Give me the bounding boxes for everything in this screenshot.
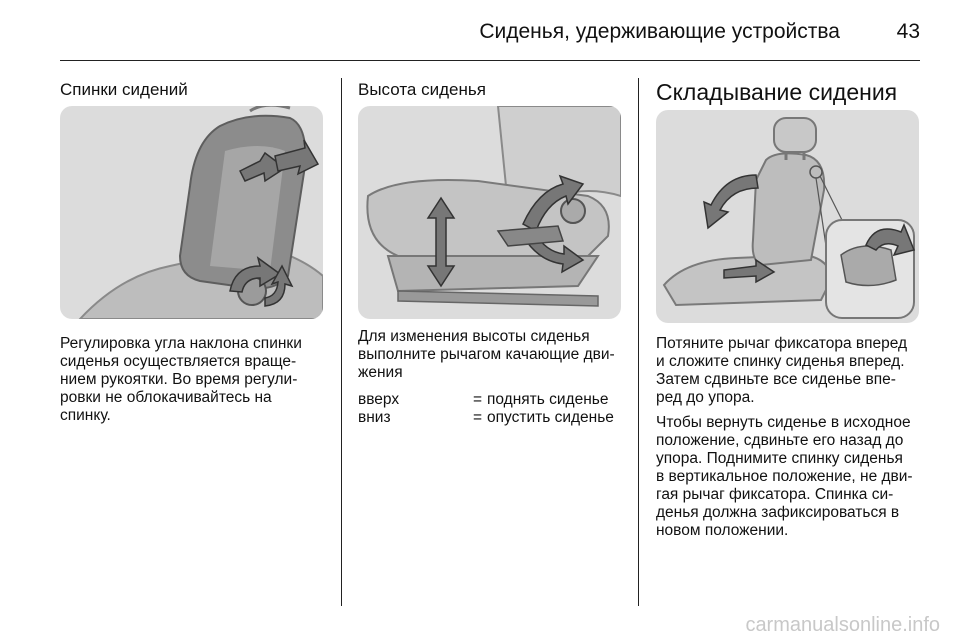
seat-height-description: Для изменения высоты сиденья выполните рычагом качающие дви- жения (358, 328, 615, 381)
heading-seat-folding: Складывание сидения (656, 79, 898, 105)
table-row (358, 409, 614, 427)
seat-folding-description-2: Чтобы вернуть сиденье в исходное положение, сдвиньте его назад до упора. Поднимите спинку сиденья в вертикальное положение, не дви- гая рычаг фиксатора. Спинка си- денья должна зафиксироваться в новом положении. (656, 414, 913, 539)
header-title: Сиденья, удерживающие устройства (479, 20, 840, 43)
table-separator: = (473, 409, 483, 426)
table-row (358, 391, 614, 409)
backrest-description: Регулировка угла наклона спинки сиденья осуществляется враще- нием рукоятки. Во время регули- ровки не облокачивайтесь на спинку. (60, 335, 302, 424)
backrest-recline-illustration (60, 106, 323, 319)
column-divider-1 (341, 78, 342, 606)
column-divider-2 (638, 78, 639, 606)
seat-height-illustration (358, 106, 621, 319)
seat-folding-illustration (656, 110, 919, 323)
header-rule (60, 60, 920, 61)
table-separator: = (473, 391, 483, 408)
heading-seat-height: Высота сиденья (358, 80, 486, 99)
seat-folding-description-1: Потяните рычаг фиксатора вперед и сложите спинку сиденья вперед. Затем сдвиньте все сиденье впе- ред до упора. (656, 335, 908, 406)
table-value: поднять сиденье (487, 391, 609, 408)
page-number: 43 (896, 20, 920, 43)
table-term: вверх (358, 391, 400, 408)
table-value: опустить сиденье (487, 409, 614, 426)
table-term: вниз (358, 409, 391, 426)
heading-backrest: Спинки сидений (60, 80, 188, 99)
watermark: carmanualsonline.info (745, 614, 940, 636)
seat-height-table (358, 391, 614, 427)
